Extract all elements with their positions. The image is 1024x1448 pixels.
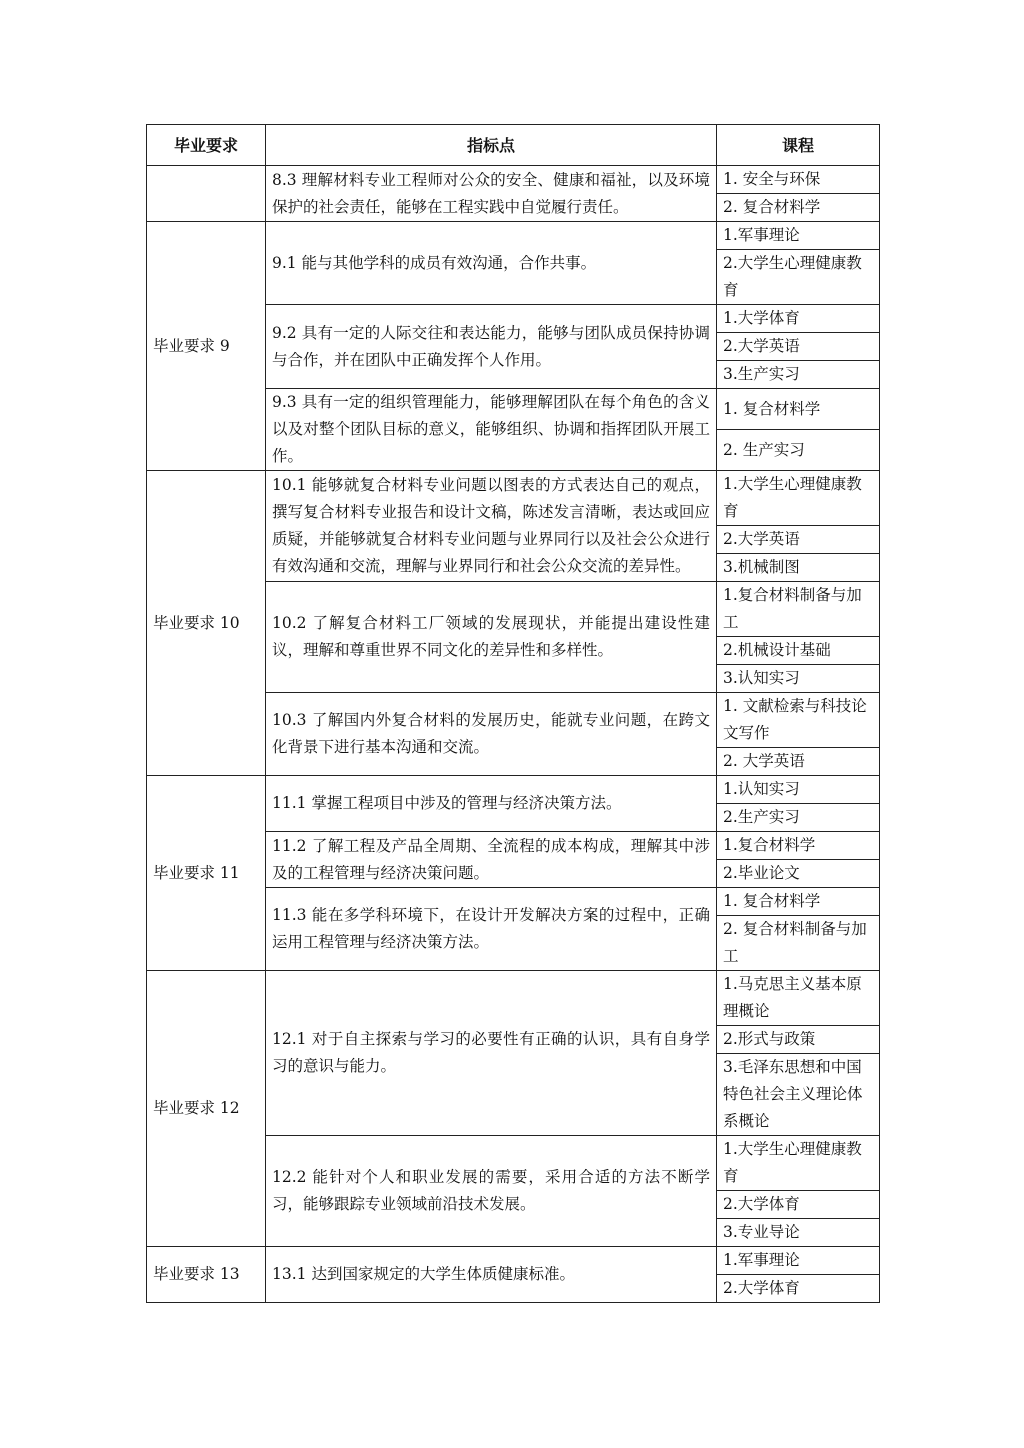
indicator-cell: 11.3 能在多学科环境下，在设计开发解决方案的过程中，正确运用工程管理与经济决策方法。 xyxy=(266,888,717,971)
table-row xyxy=(147,166,880,194)
indicator-cell: 13.1 达到国家规定的大学生体质健康标准。 xyxy=(266,1247,717,1303)
course-cell: 2. 复合材料学 xyxy=(717,194,880,222)
course-cell: 2.大学体育 xyxy=(717,1191,880,1219)
indicator-cell: 10.1 能够就复合材料专业问题以图表的方式表达自己的观点，撰写复合材料专业报告和设计文稿，陈述发言清晰，表达或回应质疑，并能够就复合材料专业问题与业界同行以及社会公众进行有效沟通和交流，理解与业界同行和社会公众交流的差异性。 xyxy=(266,471,717,582)
course-cell: 2. 生产实习 xyxy=(717,430,880,471)
indicator-cell: 12.2 能针对个人和职业发展的需要，采用合适的方法不断学习，能够跟踪专业领域前沿技术发展。 xyxy=(266,1136,717,1247)
course-cell: 1.复合材料制备与加工 xyxy=(717,582,880,637)
indicator-cell: 9.2 具有一定的人际交往和表达能力，能够与团队成员保持协调与合作，并在团队中正确发挥个人作用。 xyxy=(266,305,717,389)
course-cell: 1.大学生心理健康教育 xyxy=(717,471,880,526)
course-cell: 3.毛泽东思想和中国特色社会主义理论体系概论 xyxy=(717,1054,880,1136)
course-cell: 1.认知实习 xyxy=(717,776,880,804)
course-cell: 2. 复合材料制备与加工 xyxy=(717,916,880,971)
course-cell: 1. 复合材料学 xyxy=(717,888,880,916)
header-indicator: 指标点 xyxy=(266,125,717,166)
course-cell: 1. 安全与环保 xyxy=(717,166,880,194)
course-cell: 2.毕业论文 xyxy=(717,860,880,888)
course-cell: 2.生产实习 xyxy=(717,804,880,832)
course-cell: 2.大学生心理健康教育 xyxy=(717,250,880,305)
course-cell: 1.大学生心理健康教育 xyxy=(717,1136,880,1191)
course-cell: 2. 大学英语 xyxy=(717,748,880,776)
indicator-cell: 11.1 掌握工程项目中涉及的管理与经济决策方法。 xyxy=(266,776,717,832)
requirement-cell: 毕业要求 12 xyxy=(147,971,266,1247)
course-cell: 1.军事理论 xyxy=(717,1247,880,1275)
header-requirement: 毕业要求 xyxy=(147,125,266,166)
requirement-cell: 毕业要求 9 xyxy=(147,222,266,471)
course-cell: 1. 文献检索与科技论文写作 xyxy=(717,693,880,748)
course-cell: 2.大学体育 xyxy=(717,1275,880,1303)
course-cell: 1.马克思主义基本原理概论 xyxy=(717,971,880,1026)
graduation-requirements-table xyxy=(146,124,880,1303)
table-row xyxy=(147,471,880,526)
requirement-cell: 毕业要求 13 xyxy=(147,1247,266,1303)
course-cell: 3.专业导论 xyxy=(717,1219,880,1247)
table-row xyxy=(147,776,880,804)
requirement-cell xyxy=(147,166,266,222)
table-row xyxy=(147,971,880,1026)
table-header-row xyxy=(147,125,880,166)
course-cell: 1.军事理论 xyxy=(717,222,880,250)
indicator-cell: 10.3 了解国内外复合材料的发展历史，能就专业问题，在跨文化背景下进行基本沟通和交流。 xyxy=(266,693,717,776)
requirement-cell: 毕业要求 11 xyxy=(147,776,266,971)
table-row xyxy=(147,222,880,250)
course-cell: 1.大学体育 xyxy=(717,305,880,333)
course-cell: 2.形式与政策 xyxy=(717,1026,880,1054)
indicator-cell: 9.3 具有一定的组织管理能力，能够理解团队在每个角色的含义以及对整个团队目标的意义，能够组织、协调和指挥团队开展工作。 xyxy=(266,389,717,471)
course-cell: 1.复合材料学 xyxy=(717,832,880,860)
table-row xyxy=(147,1247,880,1275)
course-cell: 2.大学英语 xyxy=(717,333,880,361)
indicator-cell: 10.2 了解复合材料工厂领域的发展现状，并能提出建设性建议，理解和尊重世界不同文化的差异性和多样性。 xyxy=(266,582,717,693)
course-cell: 2.大学英语 xyxy=(717,526,880,554)
header-course: 课程 xyxy=(717,125,880,166)
course-cell: 3.机械制图 xyxy=(717,554,880,582)
course-cell: 3.认知实习 xyxy=(717,665,880,693)
course-cell: 3.生产实习 xyxy=(717,361,880,389)
indicator-cell: 11.2 了解工程及产品全周期、全流程的成本构成，理解其中涉及的工程管理与经济决策问题。 xyxy=(266,832,717,888)
requirement-cell: 毕业要求 10 xyxy=(147,471,266,776)
indicator-cell: 9.1 能与其他学科的成员有效沟通，合作共事。 xyxy=(266,222,717,305)
course-cell: 2.机械设计基础 xyxy=(717,637,880,665)
indicator-cell: 8.3 理解材料专业工程师对公众的安全、健康和福祉，以及环境保护的社会责任，能够在工程实践中自觉履行责任。 xyxy=(266,166,717,222)
course-cell: 1. 复合材料学 xyxy=(717,389,880,430)
indicator-cell: 12.1 对于自主探索与学习的必要性有正确的认识，具有自身学习的意识与能力。 xyxy=(266,971,717,1136)
